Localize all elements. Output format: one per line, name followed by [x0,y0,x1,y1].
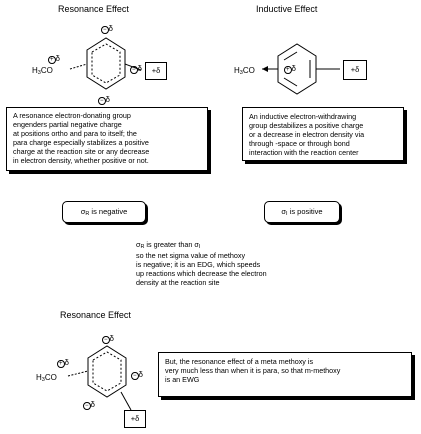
charge-box-bottom: +δ [124,410,146,428]
inductive-title: Inductive Effect [256,4,318,14]
sigma-i-positive: σI is positive [264,201,340,223]
oxygen-delta-plus-bottom: + δ [59,358,69,367]
ortho-delta-top: − δ [103,24,113,33]
ring-charge-inductive: + δ [286,64,296,73]
methoxy-label-inductive: H3CO [234,66,255,76]
charge-box-top-left: +δ [145,62,167,80]
sigma-summary-text: σR is greater than σI so the net sigma value of methoxy is negative; it is an EDG, which speeds up reactions which decrease the electron density at the reaction site [136,240,267,287]
oxygen-delta-plus: + δ [50,54,60,63]
meta-explanation-text: But, the resonance effect of a meta methoxy is very much less than when it is para, so that m-methoxy is an EWG [165,357,341,384]
resonance-ring-bottom [68,346,131,410]
inductive-ring [262,44,340,94]
inductive-arrow-head [262,66,268,72]
para-delta: − δ [100,95,110,104]
ortho-delta-bottom: − δ [104,334,114,343]
resonance-explanation-text: A resonance electron-donating group engenders partial negative charge at positions ortho and para to itself; the para charge especially stabilizes a positive charge at the reaction site or any decrease in electron density, whether positive or not. [13,111,150,165]
methoxy-label-top: H3CO [32,66,53,76]
meta-delta-left: − δ [85,400,95,409]
charge-box-inductive: +δ [343,60,367,80]
meta-explanation-box [158,352,412,397]
resonance-explanation-box [6,107,208,171]
resonance-title-top: Resonance Effect [58,4,129,14]
resonance-title-bottom: Resonance Effect [60,310,131,320]
methoxy-label-bottom: H3CO [36,373,57,383]
inductive-explanation-text: An inductive electron-withdrawing group destabilizes a positive charge or a decrease in electron density via through -space or through bond interaction with the reaction center [249,112,365,157]
inductive-explanation-box [242,107,404,161]
meta-delta-right: − δ [133,370,143,379]
sigma-r-negative: σR is negative [62,201,146,223]
ortho-delta-right: − δ [132,64,142,73]
